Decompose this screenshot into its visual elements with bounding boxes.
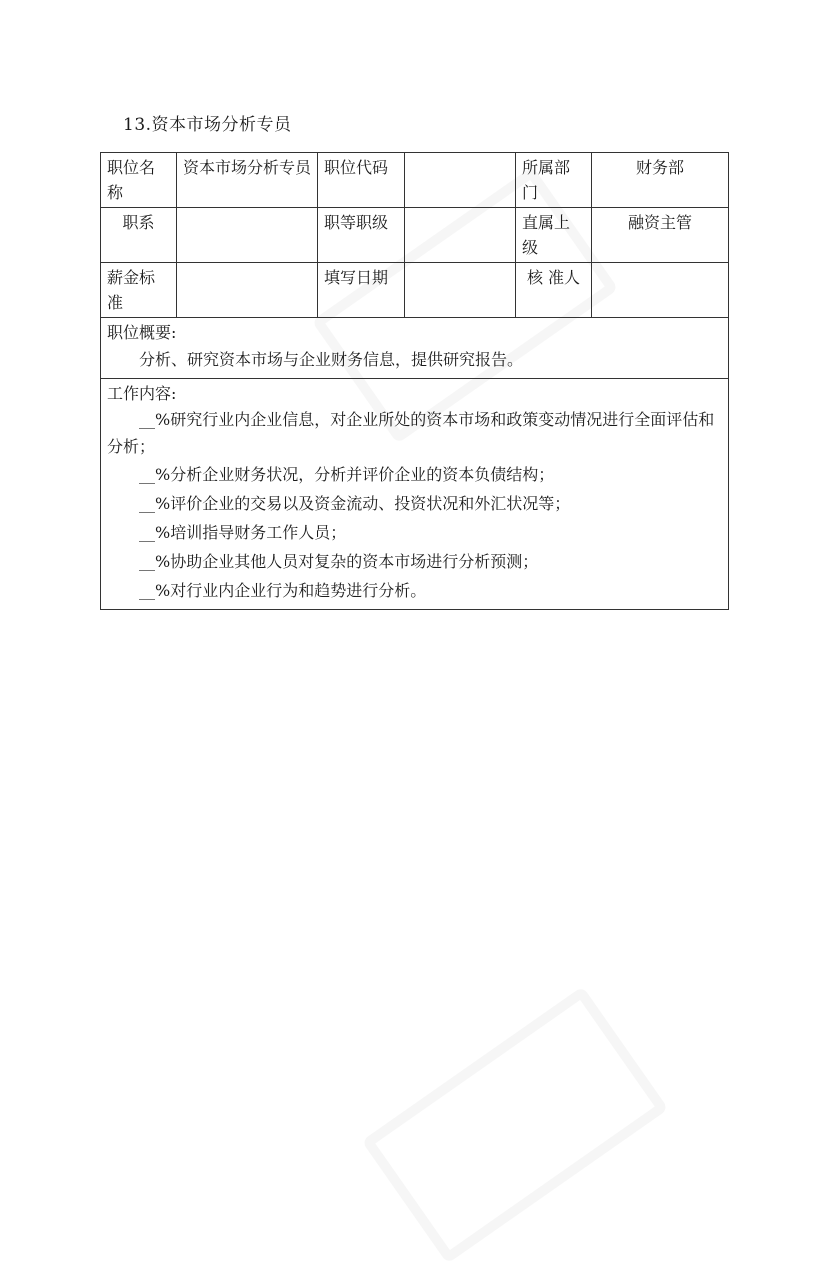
table-row: [101, 208, 729, 263]
job-description-table: [100, 152, 729, 610]
duty-item: __%培训指导财务工作人员；: [139, 523, 347, 542]
value-job-family: [177, 208, 318, 263]
table-row: [101, 318, 729, 379]
label-department: 所属部门: [516, 153, 592, 208]
table-row: [101, 153, 729, 208]
duty-item: __%分析企业财务状况，分析并评价企业的资本负债结构；: [139, 465, 555, 484]
duty-item: __%研究行业内企业信息，对企业所处的资本市场和政策变动情况进行全面评估和分析；: [107, 410, 715, 456]
value-department: 财务部: [592, 153, 729, 208]
duties-title: 工作内容:: [107, 384, 177, 403]
label-supervisor: 直属上级: [516, 208, 592, 263]
table-row: [101, 379, 729, 610]
label-fill-date: 填写日期: [318, 263, 405, 318]
value-position-name: 资本市场分析专员: [177, 153, 318, 208]
section-heading: 13.资本市场分析专员: [123, 115, 292, 135]
value-approver: [592, 263, 729, 318]
watermark: [361, 986, 668, 1264]
table-row: [101, 263, 729, 318]
label-position-name: 职位名称: [101, 153, 177, 208]
duty-item: __%对行业内企业行为和趋势进行分析。: [139, 581, 427, 600]
value-salary: [177, 263, 318, 318]
overview-title: 职位概要:: [107, 323, 177, 342]
label-salary: 薪金标准: [101, 263, 177, 318]
label-grade: 职等职级: [318, 208, 405, 263]
label-position-code: 职位代码: [318, 153, 405, 208]
duty-item: __%评价企业的交易以及资金流动、投资状况和外汇状况等；: [139, 494, 571, 513]
overview-cell: [101, 318, 729, 379]
duty-item: __%协助企业其他人员对复杂的资本市场进行分析预测；: [139, 552, 539, 571]
duties-cell: [101, 379, 729, 610]
value-fill-date: [405, 263, 516, 318]
overview-text: 分析、研究资本市场与企业财务信息，提供研究报告。: [139, 350, 524, 369]
value-grade: [405, 208, 516, 263]
label-job-family: 职系: [101, 208, 177, 263]
label-approver: 核 准人: [516, 263, 592, 318]
value-supervisor: 融资主管: [592, 208, 729, 263]
value-position-code: [405, 153, 516, 208]
